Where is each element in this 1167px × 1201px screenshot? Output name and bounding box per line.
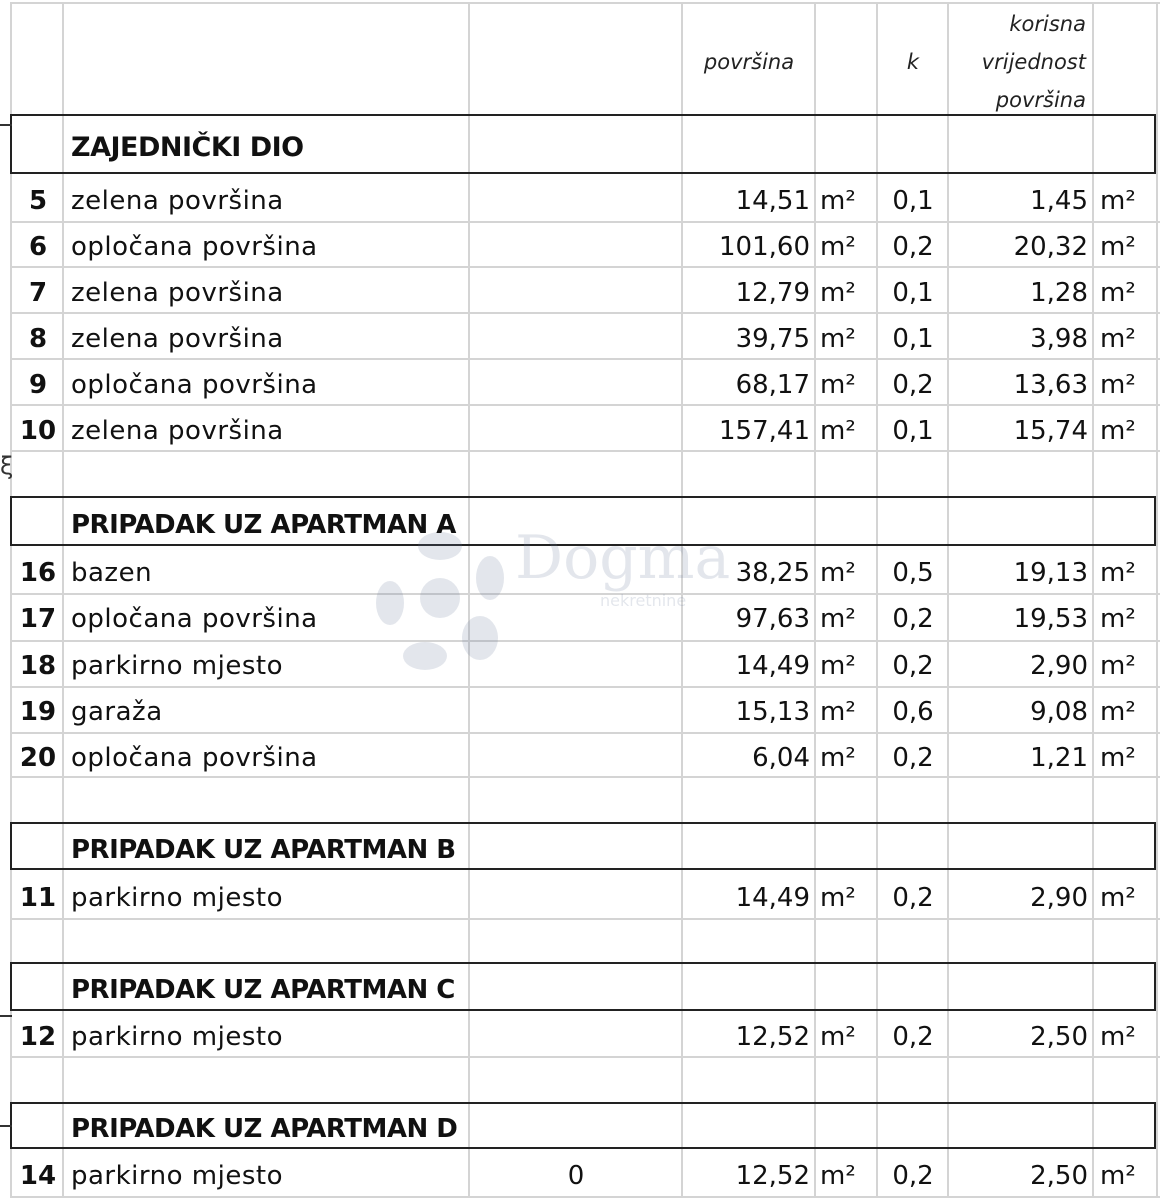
row-k: 0,1: [892, 324, 934, 354]
row-number: 16: [19, 558, 57, 588]
row-description: zelena površina: [71, 324, 284, 354]
row-number: 17: [19, 604, 57, 634]
row-value: 19,53: [1013, 604, 1088, 634]
row-k: 0,2: [892, 1161, 934, 1191]
row-unit: m²: [820, 370, 856, 400]
row-number: 18: [19, 651, 57, 681]
row-unit: m²: [820, 416, 856, 446]
table-row: [0, 406, 1167, 452]
row-area: 39,75: [735, 324, 810, 354]
row-number: 19: [19, 697, 57, 727]
row-value: 20,32: [1013, 232, 1088, 262]
row-area: 68,17: [735, 370, 810, 400]
row-value: 2,50: [1030, 1022, 1088, 1052]
row-description: opločana površina: [71, 743, 318, 773]
table-row: [0, 594, 1167, 640]
row-description: bazen: [71, 558, 153, 588]
row-description: parkirno mjesto: [71, 883, 283, 913]
row-unit2: m²: [1100, 604, 1136, 634]
row-unit2: m²: [1100, 558, 1136, 588]
header-korisna: korisna: [1009, 12, 1086, 36]
section-title: PRIPADAK UZ APARTMAN C: [71, 975, 455, 1005]
row-value: 1,45: [1030, 186, 1088, 216]
table-row: [0, 873, 1167, 919]
row-k: 0,2: [892, 604, 934, 634]
row-unit: m²: [820, 232, 856, 262]
row-unit: m²: [820, 186, 856, 216]
row-description: zelena površina: [71, 186, 284, 216]
section-title: PRIPADAK UZ APARTMAN A: [71, 510, 456, 540]
row-k: 0,6: [892, 697, 934, 727]
row-value: 2,90: [1030, 883, 1088, 913]
watermark-brand: Dogma: [515, 528, 731, 593]
row-description: parkirno mjesto: [71, 1022, 283, 1052]
table-row: [0, 641, 1167, 687]
row-area: 12,52: [735, 1022, 810, 1052]
row-extra: 0: [567, 1161, 585, 1191]
header-k: k: [906, 50, 920, 74]
margin-mark: [0, 124, 12, 126]
row-number: 10: [19, 416, 57, 446]
table-row: [0, 268, 1167, 314]
row-k: 0,2: [892, 232, 934, 262]
row-number: 12: [19, 1022, 57, 1052]
row-number: 8: [28, 324, 48, 354]
row-unit2: m²: [1100, 1161, 1136, 1191]
row-unit: m²: [820, 1161, 856, 1191]
row-description: opločana površina: [71, 370, 318, 400]
row-description: parkirno mjesto: [71, 651, 283, 681]
row-description: zelena površina: [71, 416, 284, 446]
row-area: 157,41: [719, 416, 810, 446]
table-row: [0, 733, 1167, 779]
row-number: 11: [19, 883, 57, 913]
row-number: 9: [28, 370, 48, 400]
table-row: [0, 360, 1167, 406]
row-value: 2,90: [1030, 651, 1088, 681]
row-unit: m²: [820, 651, 856, 681]
row-value: 9,08: [1030, 697, 1088, 727]
row-unit: m²: [820, 743, 856, 773]
row-value: 3,98: [1030, 324, 1088, 354]
row-number: 20: [19, 743, 57, 773]
row-unit2: m²: [1100, 651, 1136, 681]
row-unit2: m²: [1100, 697, 1136, 727]
grid-line: [10, 2, 1160, 4]
row-unit2: m²: [1100, 278, 1136, 308]
row-k: 0,1: [892, 186, 934, 216]
row-unit: m²: [820, 1022, 856, 1052]
table-row: [0, 176, 1167, 222]
row-area: 6,04: [752, 743, 810, 773]
header-vrijednost: vrijednost: [981, 50, 1086, 74]
row-description: opločana površina: [71, 604, 318, 634]
watermark-sub: nekretnine: [600, 591, 687, 610]
table-row: [0, 1151, 1167, 1197]
row-unit2: m²: [1100, 416, 1136, 446]
header-povrsina: površina: [703, 50, 795, 74]
margin-mark: [0, 1125, 12, 1127]
section-title: PRIPADAK UZ APARTMAN D: [71, 1114, 458, 1144]
row-number: 6: [28, 232, 48, 262]
row-description: opločana površina: [71, 232, 318, 262]
table-row: [0, 1012, 1167, 1058]
table-row: [0, 222, 1167, 268]
section-title: PRIPADAK UZ APARTMAN B: [71, 835, 456, 865]
row-description: zelena površina: [71, 278, 284, 308]
row-number: 7: [28, 278, 48, 308]
row-area: 101,60: [719, 232, 810, 262]
row-k: 0,2: [892, 370, 934, 400]
row-area: 38,25: [735, 558, 810, 588]
row-value: 1,28: [1030, 278, 1088, 308]
margin-glyph: ξ: [0, 452, 14, 480]
row-unit2: m²: [1100, 232, 1136, 262]
row-unit: m²: [820, 324, 856, 354]
row-k: 0,5: [892, 558, 934, 588]
row-area: 14,51: [735, 186, 810, 216]
row-area: 97,63: [735, 604, 810, 634]
row-area: 14,49: [735, 651, 810, 681]
row-area: 15,13: [735, 697, 810, 727]
section-title: ZAJEDNIČKI DIO: [71, 132, 304, 163]
row-k: 0,1: [892, 278, 934, 308]
row-value: 15,74: [1013, 416, 1088, 446]
row-k: 0,2: [892, 743, 934, 773]
row-value: 2,50: [1030, 1161, 1088, 1191]
row-unit: m²: [820, 883, 856, 913]
row-unit: m²: [820, 604, 856, 634]
row-unit2: m²: [1100, 883, 1136, 913]
table-row: [0, 548, 1167, 594]
row-number: 14: [19, 1161, 57, 1191]
row-k: 0,1: [892, 416, 934, 446]
row-unit: m²: [820, 558, 856, 588]
row-unit2: m²: [1100, 370, 1136, 400]
row-description: parkirno mjesto: [71, 1161, 283, 1191]
row-value: 19,13: [1013, 558, 1088, 588]
row-unit2: m²: [1100, 743, 1136, 773]
row-k: 0,2: [892, 883, 934, 913]
row-area: 12,79: [735, 278, 810, 308]
row-value: 13,63: [1013, 370, 1088, 400]
row-description: garaža: [71, 697, 163, 727]
row-unit2: m²: [1100, 186, 1136, 216]
header-povrsina-2: površina: [995, 88, 1086, 112]
row-unit2: m²: [1100, 1022, 1136, 1052]
row-value: 1,21: [1030, 743, 1088, 773]
table-row: [0, 314, 1167, 360]
row-unit2: m²: [1100, 324, 1136, 354]
table-row: [0, 687, 1167, 733]
row-k: 0,2: [892, 651, 934, 681]
row-area: 14,49: [735, 883, 810, 913]
row-number: 5: [28, 186, 48, 216]
row-area: 12,52: [735, 1161, 810, 1191]
row-k: 0,2: [892, 1022, 934, 1052]
row-unit: m²: [820, 278, 856, 308]
row-unit: m²: [820, 697, 856, 727]
